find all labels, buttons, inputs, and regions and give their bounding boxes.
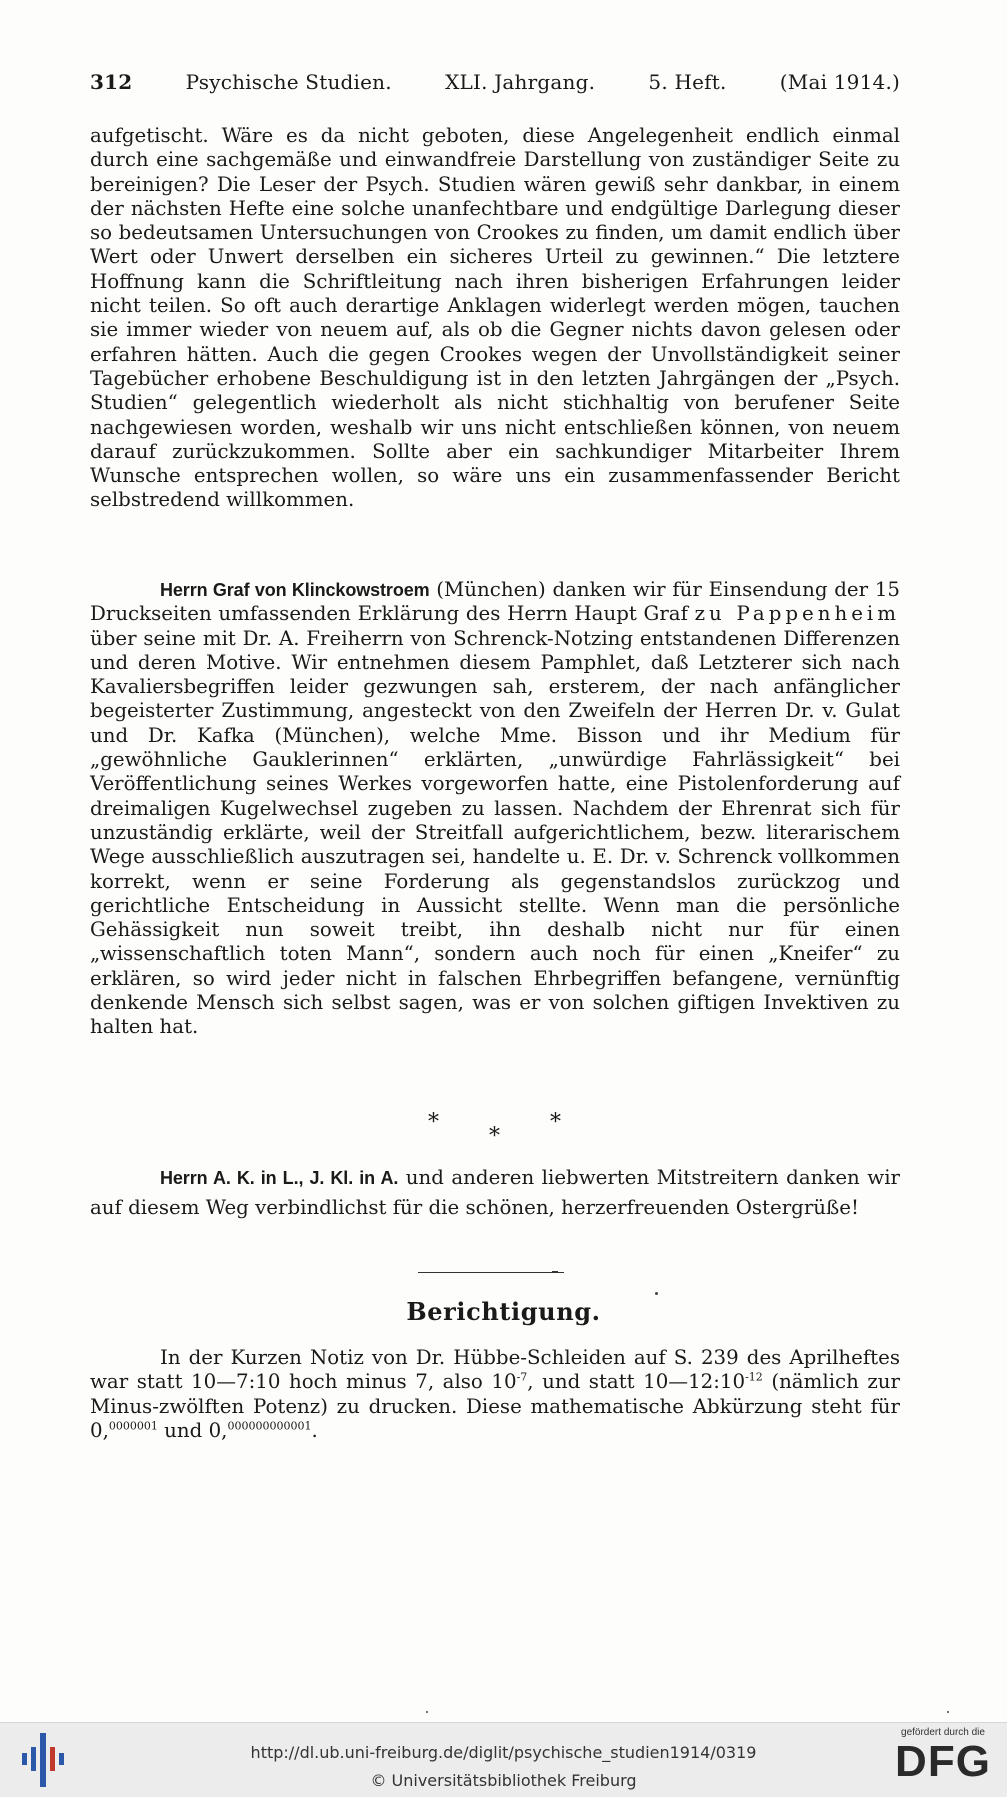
section-heading: Berichtigung. (406, 1297, 601, 1326)
paragraph-text: aufgetischt. Wäre es da nicht geboten, diese Angelegenheit endlich einmal durch eine sachgemäße und einwandfreie Darstellung von zuständiger Seite zu bereinigen? Die Leser der Psych. Studien wären gewiß sehr dankbar, in einem der nächsten Hefte eine solche unanfechtbare und endgültige Darlegung dieser so bedeutsamen Untersuchungen von Crookes zu finden, um damit endlich über Wert oder Unwert derselben ein sicheres Urteil zu gewinnen.“ Die letztere Hoffnung kann die Schriftleitung nach ihren bisherigen Erfahrungen leider nicht teilen. So oft auch derartige Anklagen widerlegt werden mögen, tauchen sie immer wieder von neuem auf, als ob die Gegner nichts davon gelesen oder erfahren hätten. Auch die gegen Crookes wegen der Unvollständigkeit seiner Tagebücher erhobene Beschuldigung ist in den letzten Jahrgängen der „Psych. Studien“ gelegentlich wiederholt als nicht stichhaltig von berufener Seite nachgewiesen worden, weshalb wir uns nicht entschließen können, von neuem darauf zurückzukommen. Sollte aber ein sachkundiger Mitarbeiter Ihrem Wunsche entsprechen wollen, so wäre uns ein zusammenfassender Bericht selbstredend willkommen. (90, 124, 900, 512)
section-rule (418, 1272, 564, 1273)
correction-text-4: und 0, (157, 1418, 228, 1442)
issue-date: (Mai 1914.) (779, 70, 900, 94)
addressee-lead: Herrn A. K. in L., J. Kl. in A. (160, 1168, 399, 1188)
ink-speck (947, 1711, 949, 1713)
paragraph-text: und anderen liebwerten Mitstreitern danken wir auf diesem Weg verbindlichst für die schönen, herzerfreuenden Ostergrüße! (90, 1166, 900, 1219)
source-url-link[interactable]: http://dl.ub.uni-freiburg.de/diglit/psychische_studien1914/0319 (250, 1743, 757, 1762)
paragraph-greetings (90, 1163, 900, 1223)
running-header (90, 70, 900, 94)
journal-title: Psychische Studien. (185, 70, 392, 94)
copyright-notice: © Universitätsbibliothek Freiburg (370, 1771, 637, 1790)
paragraph-correction (90, 1346, 900, 1443)
paragraph-crookes (90, 124, 900, 513)
correction-text-5: . (311, 1418, 318, 1442)
star: * (550, 1110, 561, 1135)
ink-speck (426, 1711, 428, 1713)
star: * (489, 1124, 500, 1149)
correction-text-1: In der Kurzen Notiz von Dr. Hübbe-Schleiden auf S. 239 des Aprilheftes war statt 10—7:10 hoch minus 7, also 10 (90, 1346, 900, 1394)
separator-stars (0, 1110, 1007, 1160)
spaced-name: zu Pappenheim (694, 602, 901, 626)
correction-text-2: , und statt 10—12:10 (527, 1370, 746, 1394)
ink-speck (655, 1292, 658, 1295)
viewer-footer (0, 1722, 1007, 1797)
addressee-lead: Herrn Graf von Klinckowstroem (160, 580, 430, 600)
correction-text-3: (nämlich zur Minus-zwölften Potenz) zu drucken. Diese mathematische Abkürzung steht für 0, (90, 1370, 900, 1442)
superscript: 000000000001 (227, 1419, 312, 1433)
section-rule-end (552, 1271, 558, 1273)
superscript: -12 (745, 1370, 763, 1384)
dfg-caption: gefördert durch die (901, 1727, 985, 1738)
issue: 5. Heft. (648, 70, 727, 94)
paragraph-text-b: über seine mit Dr. A. Freiherrn von Schrenck-Notzing entstandenen Differenzen und deren Motive. Wir entnehmen diesem Pamphlet, daß Letzterer sich nach Kavaliersbegriffen leider gezwungen sah, ersterem, der nach anfänglicher begeisterter Zustimmung, angesteckt von den Zweifeln der Herren Dr. v. Gulat und Dr. Kafka (München), welche Mme. Bisson und ihr Medium für „gewöhnliche Gauklerinnen“ erklärten, „unwürdige Fahrlässigkeit“ bei Veröffentlichung seines Werkes vorgeworfen hatte, eine Pistolenforderung auf dreimaligen Kugelwechsel zugeben zu lassen. Nachdem der Ehrenrat sich für unzuständig erklärte, weil der Streitfall aufgerichtlichem, bezw. literarischem Wege ausschließlich auszutragen sei, handelte u. E. Dr. v. Schrenck vollkommen korrekt, wenn er seine Forderung als gegenstandslos zurückzog und gerichtliche Entscheidung in Aussicht stellte. Wenn man die persönliche Gehässigkeit nun soweit treibt, ihn deshalb nicht nur für einen „wissenschaftlich toten Mann“, sondern auch noch für einen „Kneifer“ zu erklären, so wird jeder nicht in falschen Ehrbegriffen befangene, vernünftig denkende Mensch sich selbst sagen, was er von solchen giftigen Invektiven zu halten hat. (90, 626, 900, 1039)
star: * (428, 1110, 439, 1135)
dfg-logo-mark: DFG (895, 1737, 991, 1786)
paragraph-klinckowstroem (90, 578, 900, 1040)
paragraph-text-a: (München) danken wir für Einsendung der 15 Druckseiten umfassenden Erklärung des Herrn Haupt Graf (90, 578, 900, 626)
superscript: -7 (516, 1370, 528, 1384)
dfg-logo (884, 1727, 1002, 1793)
page-number: 312 (90, 70, 133, 94)
volume: XLI. Jahrgang. (445, 70, 596, 94)
superscript: 0000001 (108, 1419, 158, 1433)
